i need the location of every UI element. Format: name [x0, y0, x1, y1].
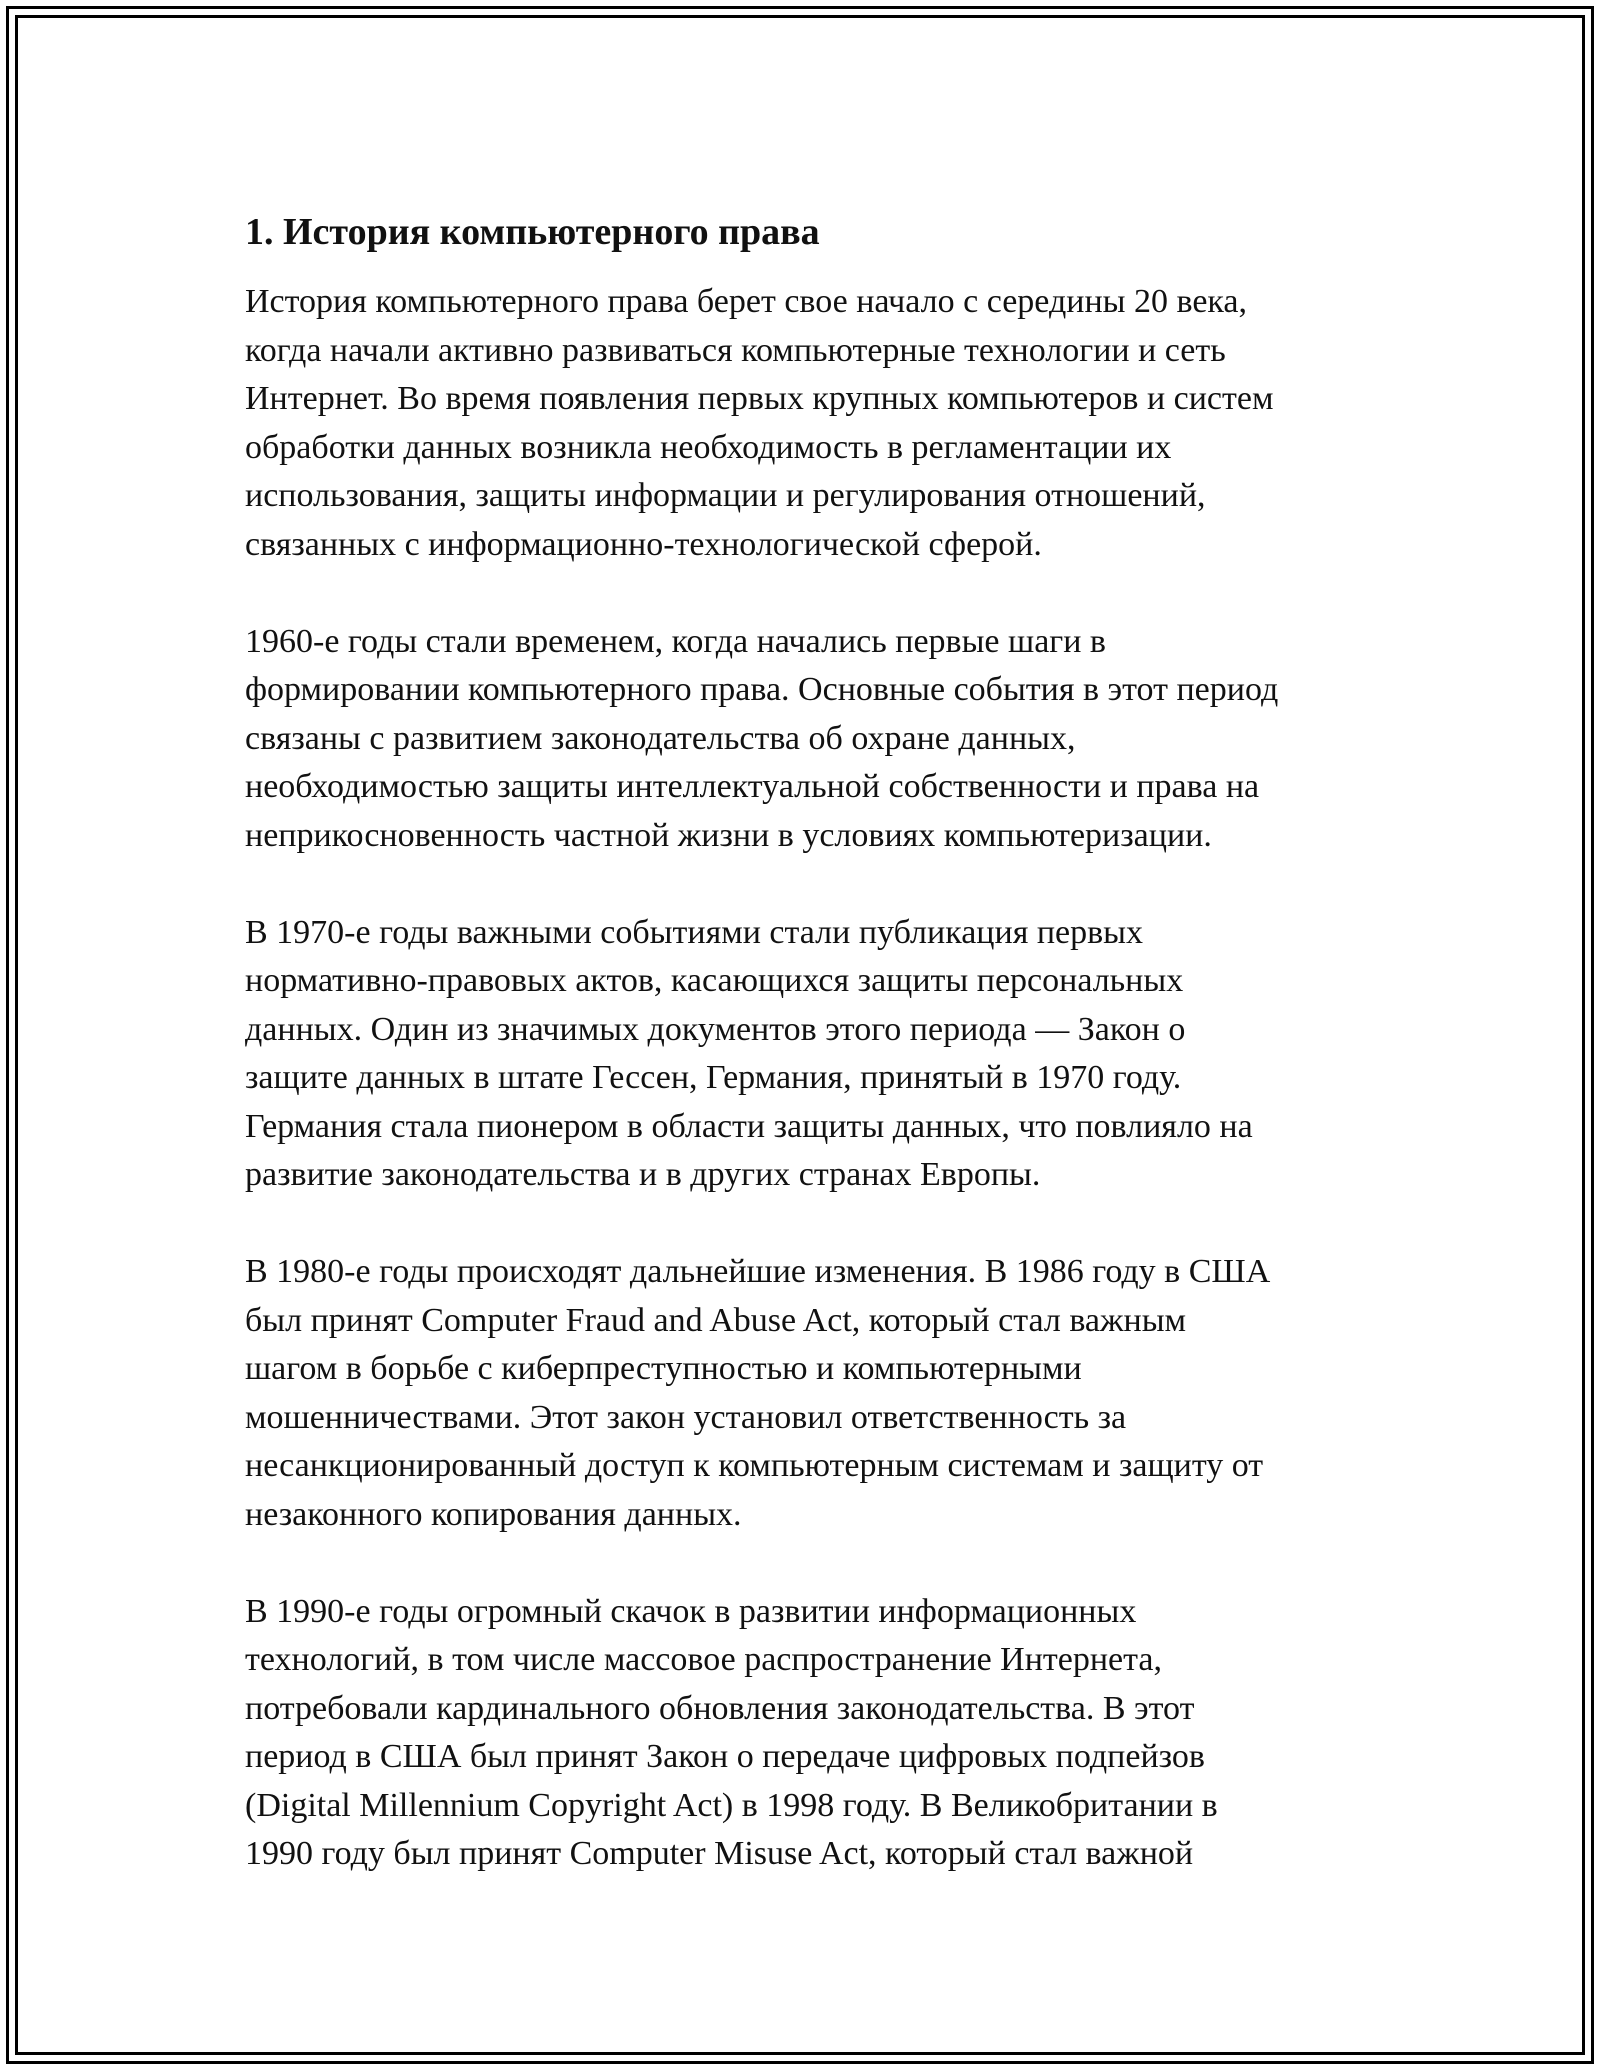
paragraph-1980s: В 1980-е годы происходят дальнейшие изменения. В 1986 году в США был принят Computer Fraud and Abuse Act, который стал важным шагом в борьбе с киберпреступностью и компьютерными мошенничествами. Этот закон установил ответственность за несанкционированный доступ к компьютерным системам и защиту от незаконного копирования данных. [245, 1253, 1271, 1533]
paragraph-1960s: 1960-е годы стали временем, когда начались первые шаги в формировании компьютерного права. Основные события в этот период связаны с развитием законодательства об охране данных, необходимостью защиты интеллектуальной собственности и права на неприкосновенность частной жизни в условиях компьютеризации. [245, 622, 1279, 854]
section-heading: 1. История компьютерного права [245, 211, 820, 253]
page-border-outer [6, 6, 1594, 2064]
page-border-inner [15, 15, 1585, 2055]
paragraph-1990s: В 1990-е годы огромный скачок в развитии информационных технологий, в том числе массовое распространение Интернета, потребовали кардинального обновления законодательства. В этот период в США был принят Закон о передаче цифровых подпейзов (Digital Millennium Copyright Act) в 1998 году. В Великобритании в 1990 году был принят Computer Misuse Act, который стал важной [245, 1592, 1218, 1872]
paragraph-intro: История компьютерного права берет свое начало с середины 20 века, когда начали активно развиваться компьютерные технологии и сеть Интернет. Во время появления первых крупных компьютеров и систем обработки данных возникла необходимость в регламентации их использования, защиты информации и регулирования отношений, связанных с информационно-технологической сферой. [245, 283, 1274, 563]
document-body [245, 206, 1385, 1927]
paragraph-1970s: В 1970-е годы важными событиями стали публикация первых нормативно-правовых актов, касающихся защиты персональных данных. Один из значимых документов этого периода — Закон о защите данных в штате Гессен, Германия, принятый в 1970 году. Германия стала пионером в области защиты данных, что повлияло на развитие законодательства и в других странах Европы. [245, 913, 1253, 1193]
